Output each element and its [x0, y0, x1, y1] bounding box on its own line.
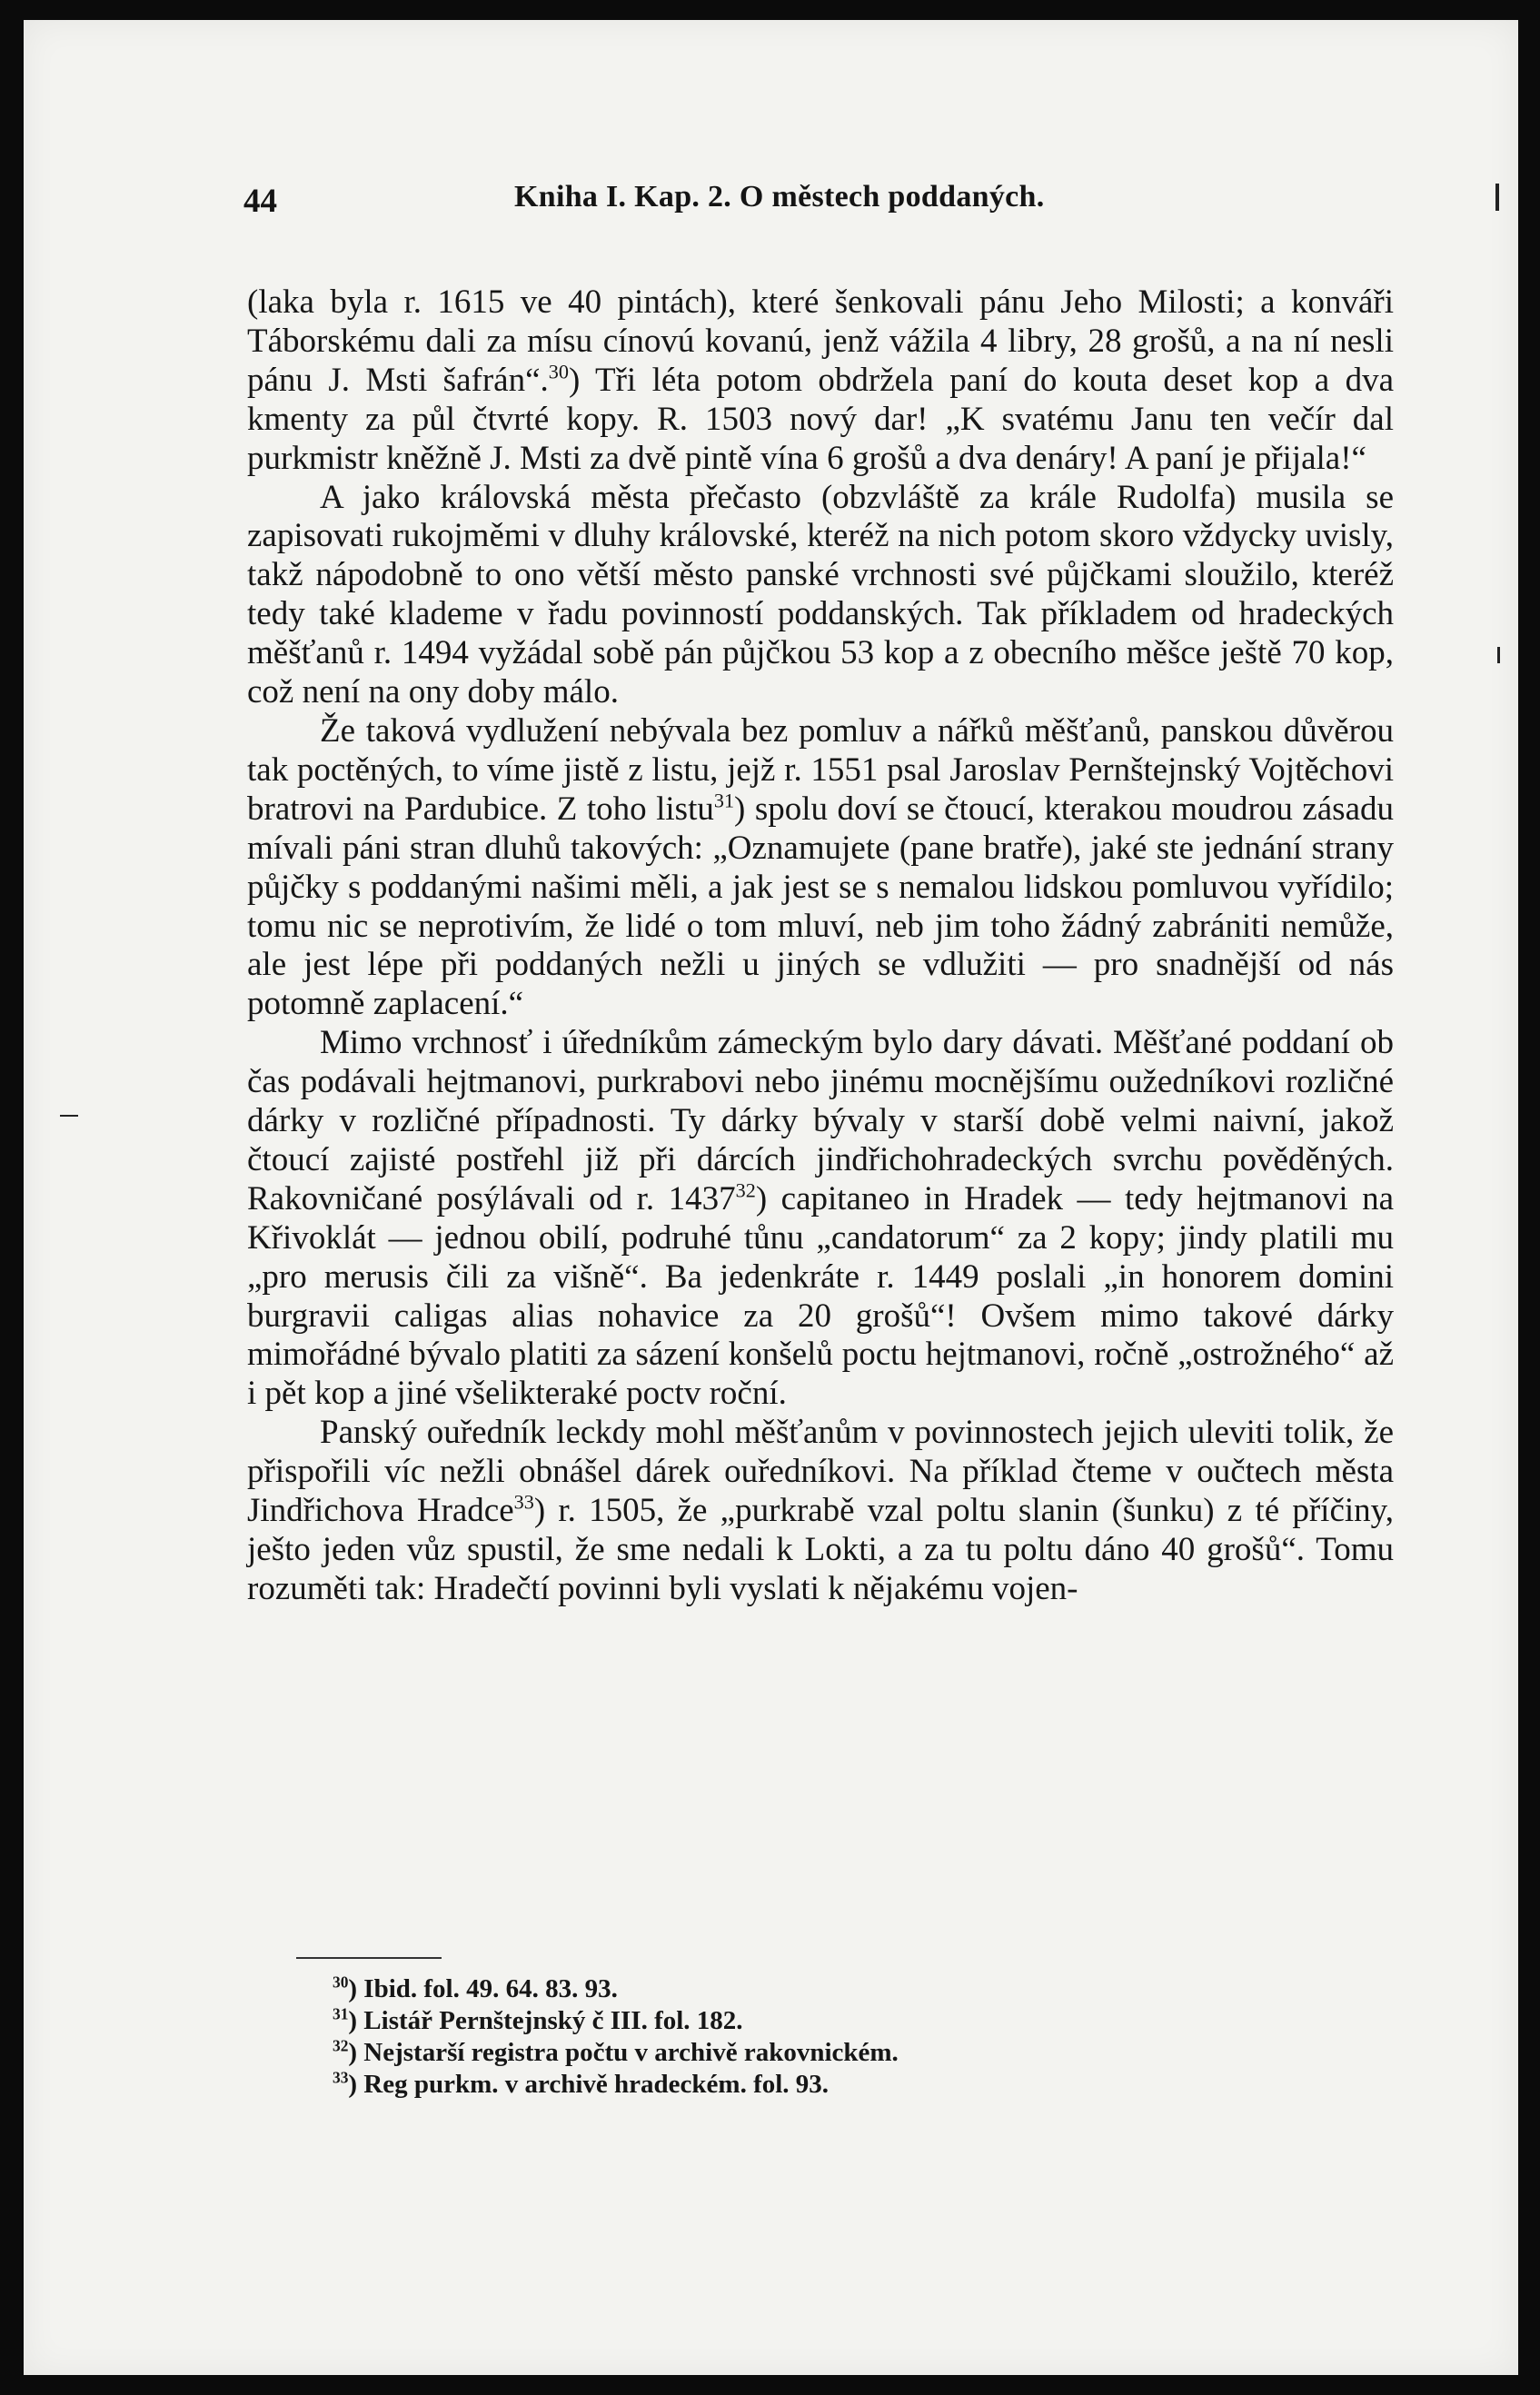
- paragraph: Mimo vrchnosť i úředníkům zámeckým bylo dary dávati. Měšťané poddaní ob čas podávali hejtmanovi, purkrabovi nebo jinému mocnějšímu oužedníkovi rozličné dárky v rozličné případnosti. Ty dárky bývaly v starší době velmi naivní, jakož čtoucí zajisté postřehl již při dárcích jindřichohradeckých svrchu pověděných. Rakovničané posýlávali od r. 1437$^{32}$) capitaneo in Hradek — tedy hejtmanovi na Křivoklát — jednou obilí, podruhé tůnu „candatorum“ za 2 kopy; jindy platili mu „pro merusis čili za višně“. Ba jedenkráte r. 1449 poslali „in honorem domini burgravii caligas alias nohavice za 20 grošů“! Ovšem mimo takové dárky mimořádné bývalo platiti za sázení konšelů poctu hejtmanovi, ročně „ostrožného“ až i pět kop a jiné všelikteraké poctv roční.: [247, 1024, 1395, 1413]
- scan-edge-mark: [1497, 647, 1500, 663]
- scan-edge-mark: [60, 1115, 78, 1117]
- paragraph: Panský ouředník leckdy mohl měšťanům v povinnostech jejich uleviti tolik, že přispořili víc nežli obnášel dárek ouředníkovi. Na příklad čteme v oučtech města Jindřichova Hradce$^{33}$) r. 1505, že „purkrabě vzal poltu slanin (šunku) z té příčiny, ješto jeden vůz spustil, že sme nedali k Lokti, a za tu poltu dáno 40 grošů“. Tomu rozuměti tak: Hradečtí povinni byli vyslati k nějakému vojen-: [247, 1414, 1394, 1607]
- footnote-ref: 32: [735, 1178, 756, 1202]
- paragraph: Že taková vydlužení nebývala bez pomluv a nářků měšťanů, panskou důvěrou tak poctěných, to víme jistě z listu, jejž r. 1551 psal Jaroslav Pernštejnský Vojtěchovi bratrovi na Pardubice. Z toho listu$^{31}$) spolu doví se čtoucí, kterakou moudrou zásadu mívali páni stran dluhů takových: „Oznamujete (pane bratře), jaké ste jednání strany půjčky s poddanými našimi měli, a jak jest se s nemalou lidskou pomluvou vyřídilo; tomu nic se neprotivím, že lidé o tom mluví, neb jim toho žádný zabrániti nemůže, ale jest lépe při poddaných nežli u jiných se vdlužiti — pro snadnější od nás potomně zaplacení.“: [247, 711, 1394, 1023]
- footnote-ref: 30: [548, 360, 569, 383]
- body-text: [247, 283, 1394, 1609]
- page-number: 44: [243, 183, 277, 220]
- footnote: $^{30}$) Ibid. fol. 49. 64. 83. 93.: [333, 1973, 618, 2003]
- paragraph: (laka byla r. 1615 ve 40 pintách), které šenkovali pánu Jeho Milosti; a konváři Táborskému dali za mísu cínovú kovanú, jenž vážila 4 libry, 28 grošů, a na ní nesli pánu J. Msti šafrán“.$^{30}$) Tři léta potom obdržela paní do kouta deset kop a dva kmenty za půl čtvrté kopy. R. 1503 nový dar! „K svatému Janu ten večír dal purkmistr kněžně J. Msti za dvě pintě vína 6 grošů a dva denáry! A paní je přijala!“: [247, 283, 1394, 477]
- footnote: $^{33}$) Reg purkm. v archivě hradeckém. fol. 93.: [333, 2068, 830, 2099]
- page-header: [24, 162, 1518, 243]
- footnote: $^{31}$) Listář Pernštejnský č III. fol. 182.: [333, 2004, 743, 2035]
- footnote: $^{32}$) Nejstarší registra počtu v archivě rakovnickém.: [333, 2036, 899, 2067]
- paragraph: A jako královská města přečasto (obzvláště za krále Rudolfa) musila se zapisovati rukojměmi v dluhy královské, kteréž na nich potom skoro vždycky uvisly, takž nápodobně to ono větší město panské vrchnosti své půjčkami sloužilo, kteréž tedy také klademe v řadu povinností poddanských. Tak příkladem od hradeckých měšťanů r. 1494 vyžádal sobě pán půjčkou 53 kop a z obecního měšce ještě 70 kop, což není na ony doby málo.: [247, 478, 1394, 711]
- footnote-ref: 31: [713, 789, 735, 812]
- book-page: [24, 20, 1518, 2375]
- footnote-divider: [296, 1957, 442, 1959]
- footnote-ref: 33: [513, 1490, 534, 1514]
- footnotes: [333, 1973, 1332, 2101]
- running-head: Kniha I. Kap. 2. O městech poddaných.: [514, 180, 1045, 214]
- scan-edge-mark: [1495, 184, 1499, 211]
